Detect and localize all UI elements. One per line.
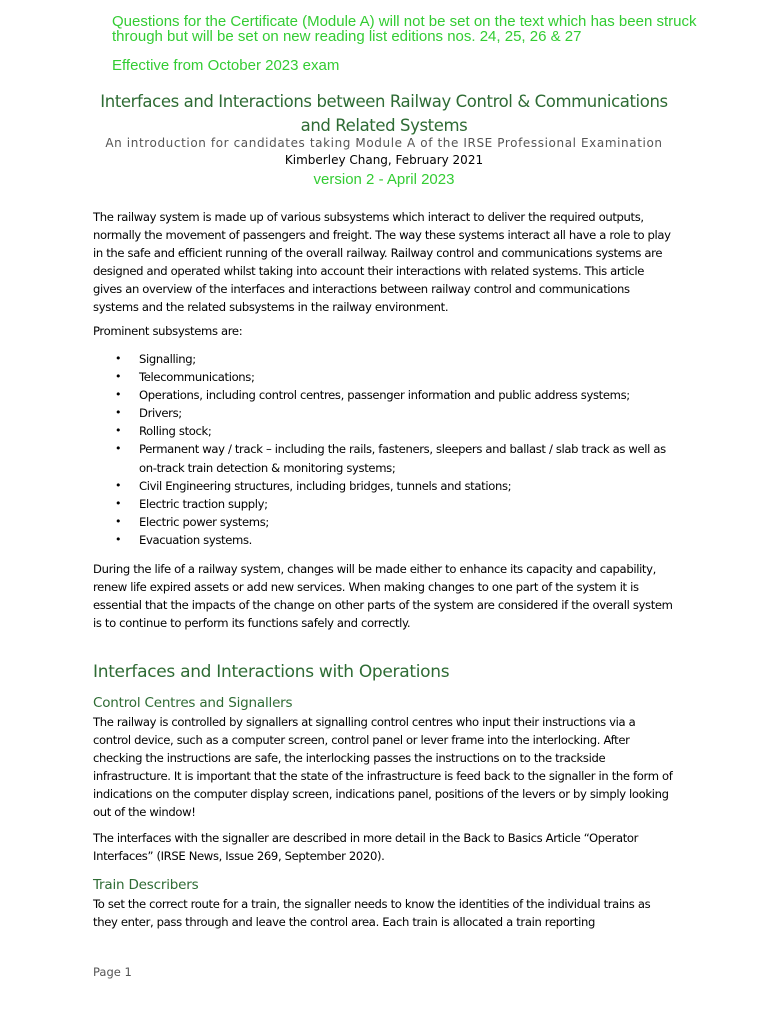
list-item: • Electric power systems; — [93, 513, 675, 531]
subheading-control-centres: Control Centres and Signallers — [93, 695, 293, 711]
list-item: • Telecommunications; — [93, 368, 675, 386]
subsystems-list — [93, 350, 675, 549]
intro-paragraph: The railway system is made up of various subsystems which interact to deliver the required outputs, normally the movement of passengers and freight. The way these systems interact all have a role to play in the safe and efficient running of the overall railway. Railway control and communications systems are designed and operated whilst taking into account their interactions with related systems. This article gives an overview of the interfaces and interactions between railway control and communications systems and the related subsystems in the railway environment. — [93, 210, 671, 314]
list-item: • Civil Engineering structures, including bridges, tunnels and stations; — [93, 477, 675, 495]
bullet-icon: • — [115, 406, 122, 420]
effective-date-notice: Effective from October 2023 exam — [112, 57, 340, 74]
bullet-icon: • — [115, 424, 122, 438]
subheading-train-describers: Train Describers — [93, 877, 199, 893]
exam-notice: Questions for the Certificate (Module A) will not be set on the text which has been struck through but will be set on new reading list editions nos. 24, 25, 26 & 27 — [112, 13, 697, 45]
list-item: • Electric traction supply; — [93, 495, 675, 513]
bullet-icon: • — [115, 496, 122, 510]
train-describers-paragraph: To set the correct route for a train, the signaller needs to know the identities of the individual trains as they enter, pass through and leave the control area. Each train is allocated a train reporting — [93, 897, 651, 929]
bullet-icon: • — [115, 442, 122, 456]
author-line: Kimberley Chang, February 2021 — [284, 153, 484, 167]
prominent-subsystems-label: Prominent subsystems are: — [93, 324, 243, 338]
document-title: Interfaces and Interactions between Railway Control & Communications and Related Systems — [100, 92, 668, 135]
bullet-icon: • — [115, 352, 122, 365]
list-item: • Drivers; — [93, 404, 675, 422]
section-heading-operations: Interfaces and Interactions with Operations — [93, 662, 450, 682]
bullet-icon: • — [115, 532, 122, 546]
bullet-icon: • — [115, 388, 122, 402]
bullet-icon: • — [115, 514, 122, 528]
document-subtitle: An introduction for candidates taking Module A of the IRSE Professional Examination — [105, 136, 663, 150]
bullet-icon: • — [115, 478, 122, 492]
list-item: • Rolling stock; — [93, 422, 675, 440]
list-item: • Signalling; — [93, 350, 675, 368]
operator-interfaces-paragraph: The interfaces with the signaller are described in more detail in the Back to Basics Article “Operator Interfaces” (IRSE News, Issue 269, September 2020). — [93, 831, 639, 863]
changes-paragraph: During the life of a railway system, changes will be made either to enhance its capacity and capability, renew life expired assets or add new services. When making changes to one part of the system it is essential that the impacts of the change on other parts of the system are considered if the overall system is to continue to perform its functions safely and correctly. — [93, 562, 673, 630]
page-number: Page 1 — [93, 965, 132, 979]
list-item: • Operations, including control centres, passenger information and public address systems; — [93, 386, 675, 404]
version-line: version 2 - April 2023 — [313, 171, 455, 188]
bullet-icon: • — [115, 370, 122, 384]
control-centres-paragraph: The railway is controlled by signallers at signalling control centres who input their instructions via a control device, such as a computer screen, control panel or lever frame into the interlocking. After checking the instructions are safe, the interlocking passes the instructions on to the trackside infrastructure. It is important that the state of the infrastructure is feed back to the signaller in the form of indications on the computer display screen, indications panel, positions of the levers or by simply looking out of the window! — [93, 715, 673, 819]
list-item: • Permanent way / track – including the rails, fasteners, sleepers and ballast / slab track as well as on-track train detection & monitoring systems; — [115, 442, 666, 475]
list-item: • Evacuation systems. — [93, 531, 675, 549]
